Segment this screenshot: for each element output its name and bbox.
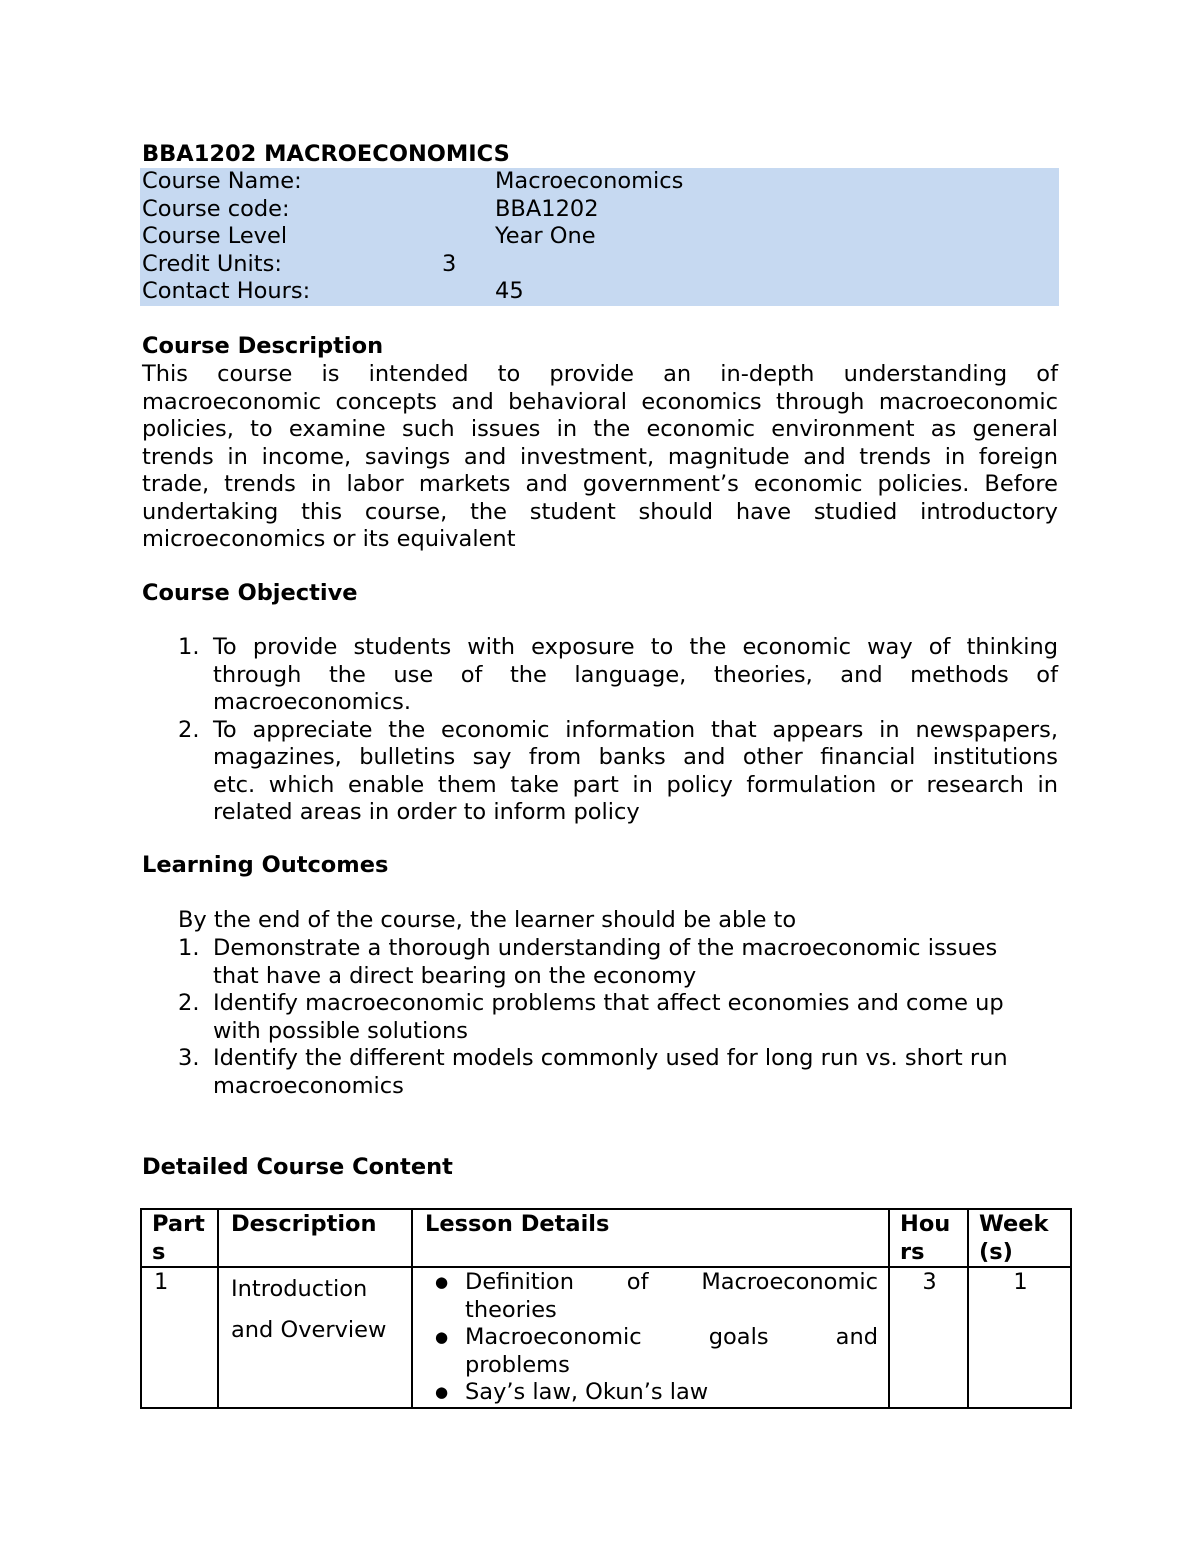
info-value: Macroeconomics xyxy=(495,168,684,194)
cell-line: and Overview xyxy=(231,1317,387,1343)
lesson-list xyxy=(425,1269,878,1407)
cell-lesson-details xyxy=(412,1267,889,1408)
list-line: To appreciate the economic information that appears in newspapers, xyxy=(213,716,1058,743)
list-line: that have a direct bearing on the economy xyxy=(213,962,697,989)
list-line: To provide students with exposure to the economic way of thinking xyxy=(213,634,1058,660)
list-line: Identify the different models commonly used for long run vs. short run xyxy=(213,1045,1008,1071)
paragraph-line: trends in income, savings and investment, magnitude and trends in foreign xyxy=(142,443,1058,470)
list-number: 2. xyxy=(178,716,200,743)
list-number: 2. xyxy=(178,990,200,1016)
cell-weeks: 1 xyxy=(968,1267,1071,1408)
info-label: Course code: xyxy=(142,195,290,222)
info-label: Course Level xyxy=(142,223,288,249)
lesson-item xyxy=(395,1379,878,1407)
list-line: related areas in order to inform policy xyxy=(213,799,640,825)
info-label: Contact Hours: xyxy=(142,278,311,304)
section-heading-content: Detailed Course Content xyxy=(142,1154,453,1180)
table-row xyxy=(141,1267,1071,1408)
list-line: etc. which enable them take part in policy formulation or research in xyxy=(213,771,1058,798)
list-line: with possible solutions xyxy=(213,1017,468,1044)
list-line: through the use of the language, theories, and methods of xyxy=(213,661,1058,688)
paragraph-line: microeconomics or its equivalent xyxy=(142,526,516,552)
list-item xyxy=(142,990,1058,1045)
list-number: 1. xyxy=(178,935,200,961)
lesson-line: ● Macroeconomic goals and xyxy=(465,1324,878,1350)
section-heading-outcomes: Learning Outcomes xyxy=(142,852,389,878)
list-line: Identify macroeconomic problems that affect economies and come up xyxy=(213,990,1004,1016)
list-line: macroeconomics xyxy=(213,1072,404,1099)
list-item xyxy=(142,935,1058,990)
paragraph-line: policies, to examine such issues in the economic environment as general xyxy=(142,416,1058,442)
lesson-line: theories xyxy=(465,1296,557,1323)
list-line: Demonstrate a thorough understanding of the macroeconomic issues xyxy=(213,935,998,961)
outcomes-list xyxy=(142,935,1058,1100)
course-info-box xyxy=(140,168,1059,306)
paragraph-line: undertaking this course, the student should have studied introductory xyxy=(142,498,1058,525)
outcomes-intro: By the end of the course, the learner should be able to xyxy=(178,907,797,933)
info-value: Year One xyxy=(495,223,596,249)
list-item xyxy=(142,634,1058,717)
lesson-item xyxy=(395,1269,878,1324)
cell-part: 1 xyxy=(141,1267,218,1408)
lesson-line: ● Definition of Macroeconomic xyxy=(465,1269,878,1295)
lesson-item xyxy=(395,1324,878,1379)
cell-description xyxy=(218,1267,412,1408)
list-item xyxy=(142,717,1058,827)
lesson-line: ● Say’s law, Okun’s law xyxy=(465,1379,709,1405)
header-weeks: Week (s) xyxy=(968,1209,1071,1267)
header-parts: Part s xyxy=(141,1209,218,1267)
objective-list xyxy=(142,634,1058,827)
header-lesson-details: Lesson Details xyxy=(412,1209,889,1267)
table-header-row xyxy=(141,1209,1071,1267)
info-label: Course Name: xyxy=(142,168,302,194)
info-value: BBA1202 xyxy=(495,195,599,222)
section-heading-objective: Course Objective xyxy=(142,580,358,606)
list-line: magazines, bulletins say from banks and other financial institutions xyxy=(213,744,1058,770)
lesson-line: problems xyxy=(465,1351,570,1378)
list-item xyxy=(142,1045,1058,1100)
paragraph-line: macroeconomic concepts and behavioral economics through macroeconomic xyxy=(142,388,1058,415)
section-heading-description: Course Description xyxy=(142,333,384,359)
list-number: 3. xyxy=(178,1045,200,1071)
description-paragraph xyxy=(142,361,1058,554)
list-number: 1. xyxy=(178,634,200,660)
cell-line: Introduction xyxy=(231,1276,368,1302)
cell-hours: 3 xyxy=(889,1267,968,1408)
info-label: Credit Units: xyxy=(142,250,282,277)
paragraph-line: This course is intended to provide an in-depth understanding of xyxy=(142,361,1058,387)
info-value: 3 xyxy=(442,250,457,277)
info-value: 45 xyxy=(495,278,524,304)
document-title: BBA1202 MACROECONOMICS xyxy=(142,141,510,167)
course-content-table xyxy=(140,1208,1072,1409)
header-description: Description xyxy=(218,1209,412,1267)
list-line: macroeconomics. xyxy=(213,689,412,715)
header-hours: Hou rs xyxy=(889,1209,968,1267)
paragraph-line: trade, trends in labor markets and government’s economic policies. Before xyxy=(142,471,1058,497)
